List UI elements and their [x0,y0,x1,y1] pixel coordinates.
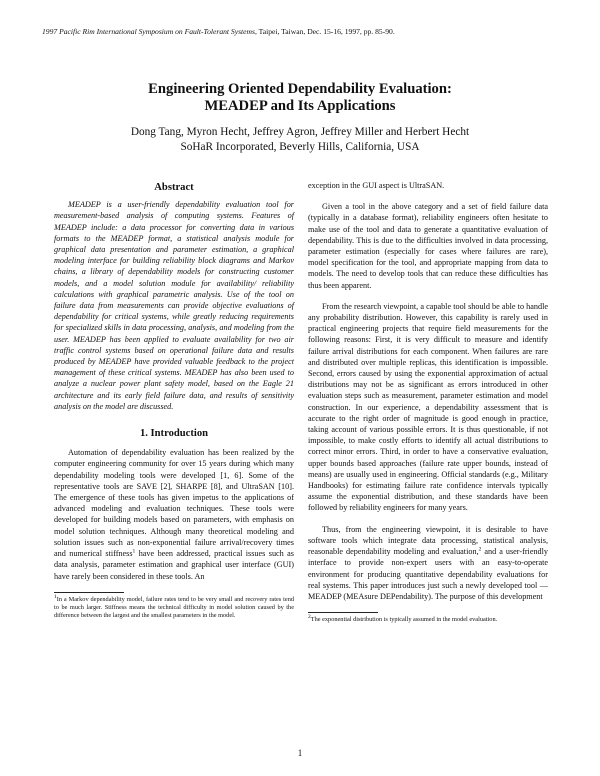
paper-title [40,81,560,115]
introduction-paragraph-3: From the research viewpoint, a capable tool should be able to handle any probability distribution. However, this capability is rarely used in practical engineering projects that require field measurements for the following reasons: First, it is very difficult to measure and identify failure arrival distributions for each component. When failures are rare and distributed over multiple replicas, this identification is impossible. Second, errors caused by using the exponential approximation of actual distributions may not be as significant as errors introduced in other evaluation steps such as measurement, parameter estimation and model construction. In our experience, a dependability assessment that is accurate to the right order of magnitude is good enough in practice, taking account of various possible errors. It is thus questionable, if not impossible, to make costly efforts to identify all actual distributions to correct minor errors. Third, in order to have a conservative evaluation, upper bounds based approaches (failure rate upper bounds, instead of means) are usually used in engineering. Official standards (e.g., Military Handbooks) for estimating failure rate confidence intervals typically assume the exponential distribution, and these standards have been followed by reliability engineers for many years. [308,301,548,513]
intro-p4-part-a: Thus, from the engineering viewpoint, it is desirable to have software tools which integrate data processing, statistical analysis, reasonable dependability modeling and evaluation, [308,524,548,557]
intro-p1-part-a: Automation of dependability evaluation has been realized by the computer engineering community for over 15 years during which many dependability modeling tools were developed [1, 6]. Some of the representative tools are SAVE [2], SHARPE [8], and UltraSAN [10]. The emergence of these tools has given impetus to the applications of advanced modeling and evaluation techniques. These tools were developed for building models based on parameters, with emphasis on model solution techniques. Although many theoretical modeling and solution issues such as non-exponential failure arrival/recovery times and numerical stiffness [54,448,294,559]
footnote-1-text: In a Markov dependability model, failure rates tend to be very small and recovery rates tend to be much larger. Stiffness means the technical difficulty in model solution caused by the difference between the largest and the smallest parameters in the model. [54,595,294,619]
abstract-heading: Abstract [154,182,194,193]
author-names: Dong Tang, Myron Hecht, Jeffrey Agron, Jeffrey Miller and Herbert Hecht [130,126,470,138]
footnote-1-mark: 1 [54,593,57,600]
paper-title-line-2: MEADEP and Its Applications [204,98,396,114]
running-header-venue: 1997 Pacific Rim International Symposium on Fault-Tolerant Systems [42,27,255,36]
footnote-ref-2: 2 [478,546,482,553]
author-block [40,125,560,154]
footnote-2-mark: 2 [308,614,311,621]
footnote-divider [308,612,378,613]
page-number: 1 [297,748,303,758]
author-affiliation: SoHaR Incorporated, Beverly Hills, California, USA [180,140,420,153]
footnote-ref-1: 1 [132,548,136,555]
introduction-paragraph-2: Given a tool in the above category and a set of field failure data (typically in a database format), reliability engineers often hesitate to make use of the tool and data to generate a quantitative evaluation of dependability. This is due to the difficulties involved in data processing, parameter estimation (especially for cases where failures are rare), model specification for the tool, and appropriate mapping from data to models. The need to develop tools that can reduce these difficulties has thus been apparent. [308,202,548,290]
footnote-2-text: The exponential distribution is typically assumed in the model evaluation. [310,616,498,624]
footnote-2 [308,616,548,624]
paper-title-line-1: Engineering Oriented Dependability Evaluation: [148,81,452,97]
left-column [54,180,294,620]
introduction-heading: 1. Introduction [139,428,209,440]
intro-p4-part-b: and a user-friendly interface to provide non-expert users with an easy-to-operate environment for producing quantitative dependability evaluations for real systems. This paper introduces just such a newly developed tool — MEADEP (MEAsure DEPendability). The purpose of this development [308,547,549,601]
introduction-paragraph-4 [308,524,548,602]
right-column [308,180,548,624]
intro-p1-part-b: have been addressed, practical issues such as data analysis, parameter estimation and graphical user interface (GUI) have rarely been considered in these tools. An [54,549,294,581]
introduction-continuation: exception in the GUI aspect is UltraSAN. [308,181,445,190]
running-header-details: , Taipei, Taiwan, Dec. 15-16, 1997, pp. 85-90. [254,27,395,36]
footnote-1 [54,593,294,620]
footnote-divider [54,592,124,593]
running-header [42,27,562,36]
abstract-text: MEADEP is a user-friendly dependability evaluation tool for measurement-based analysis of computing systems. Features of MEADEP include: a data processor for converting data in various formats to the MEADEP format, a statistical analysis module for graphical data presentation and parameter estimation, a graphical modeling interface for building reliability block diagrams and Markov chains, a library of dependability models for constructing customer models, and a model solution module for availability/ reliability calculations with graphical parametric analysis. Use of the tool on failure data from measurements can provide objective evaluations of dependability for critical systems, while greatly reducing requirements for specialized skills in data processing, analysis, and modeling from the user. MEADEP has been applied to evaluate availability for two air traffic control systems based on operational failure data and results produced by MEADEP have provided valuable feedback to the project management of these critical systems. MEADEP has also been used to analyze a nuclear power plant safety model, based on the Eagle 21 architecture and its early field failure data, and results of sensitivity analysis on the model are discussed. [54,200,294,411]
introduction-paragraph-1 [54,447,294,581]
